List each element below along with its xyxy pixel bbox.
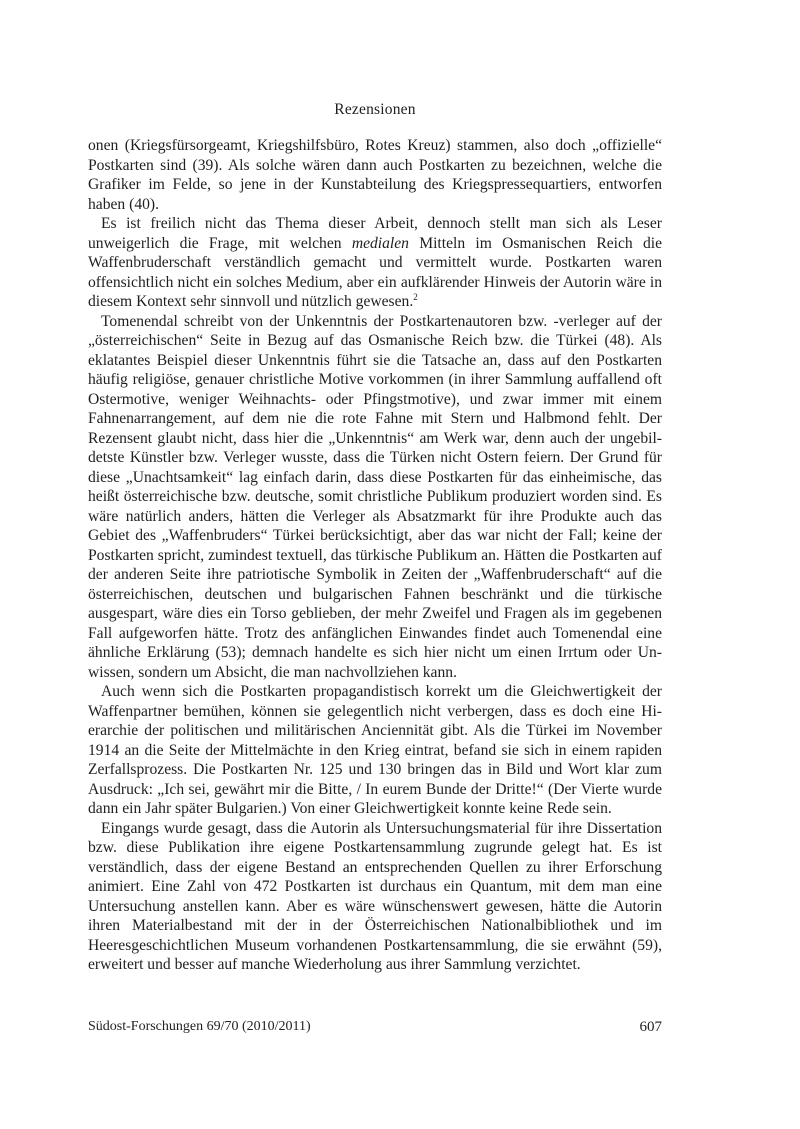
emphasis-medialen: medialen	[351, 234, 409, 252]
document-page	[88, 0, 662, 1129]
paragraph-text-after: Mitteln im Osmanischen Reich die Waffenbruderschaft verständlich gemacht und vermittelt wurde. Postkarten waren offensichtlich nicht ein solches Medium, aber ein aufklärender Hinweis der Autorin wäre in diesem Kontext sehr sinnvoll und nützlich gewesen.	[88, 234, 662, 310]
paragraph-medialen	[88, 214, 662, 312]
paragraph-text-before: Es ist freilich nicht das Thema dieser Arbeit, dennoch stellt man sich als Leser unweigerlich die Frage, mit welchen	[88, 215, 662, 252]
review-body	[88, 136, 662, 975]
paragraph-hierarchie: Auch wenn sich die Postkarten propagandistisch korrekt um die Gleichwertigkeit der Waffenpartner bemühen, können sie gelegentlich nicht verbergen, dass es doch eine Hierarchie der politischen und militärischen Anciennität gibt. Als die Türkei im November 1914 an die Seite der Mittelmächte in den Krieg eintrat, befand sie sich in einem rapiden Zerfallsprozess. Die Postkarten Nr. 125 und 130 bringen das in Bild und Wort klar zum Ausdruck: „Ich sei, gewährt mir die Bitte, / In eurem Bunde der Dritte!“ (Der Vierte wurde dann ein Jahr später Bulgarien.) Von einer Gleichwertigkeit konnte keine Rede sein.	[88, 683, 662, 817]
paragraph-continuation: onen (Kriegsfürsorgeamt, Kriegshilfsbüro, Rotes Kreuz) stammen, also doch „offizielle“ Postkarten sind (39). Als solche wären dann auch Postkarten zu bezeichnen, welche die Grafiker im Felde, so jene in der Kunstabteilung des Kriegspressequartiers, entworfen haben (40).	[88, 137, 662, 213]
journal-citation: Südost-Forschungen 69/70 (2010/2011)	[88, 1019, 311, 1034]
running-header: Rezensionen	[334, 101, 416, 118]
page-number: 607	[639, 1019, 662, 1035]
footnote-marker: 2	[413, 292, 418, 302]
paragraph-postkartensammlung: Eingangs wurde gesagt, dass die Autorin als Untersuchungsmaterial für ihre Dissertation bzw. diese Publikation ihre eigene Postkartensammlung zugrunde gelegt hat. Es ist verständlich, dass der eigene Bestand an entsprechenden Quellen zu ihrer Erforschung animiert. Eine Zahl von 472 Postkarten ist durchaus ein Quantum, mit dem man eine Untersuchung anstellen kann. Aber es wäre wünschenswert gewesen, hätte die Autorin ihren Materialbestand mit der in der Österreichischen Nationalbibliothek und im Heeresgeschichtlichen Museum vorhandenen Postkartensammlung, die sie erwähnt (59), erweitert und besser auf manche Wiederholung aus ihrer Sammlung verzichtet.	[88, 819, 662, 973]
paragraph-unkenntnis: Tomenendal schreibt von der Unkenntnis der Postkartenautoren bzw. -verleger auf der „österreichischen“ Seite in Bezug auf das Osmanische Reich bzw. die Türkei (48). Als eklatantes Beispiel dieser Unkenntnis führt sie die Tatsache an, dass auf den Postkarten häufig religiöse, genauer christliche Motive vorkommen (in ihrer Sammlung auffallend oft Ostermotive, weniger Weihnachts- oder Pfingstmotive), und zwar immer mit einem Fahnenarrangement, auf dem nie die rote Fahne mit Stern und Halbmond fehlt. Der Rezensent glaubt nicht, dass hier die „Unkenntnis“ am Werk war, denn auch der ungebildetste Künstler bzw. Verleger wusste, dass die Türken nicht Ostern feiern. Der Grund für diese „Unachtsamkeit“ lag einfach darin, dass diese Postkarten für das einheimische, das heißt österreichische bzw. deutsche, somit christliche Publikum produziert worden sind. Es wäre natürlich anders, hätten die Verleger als Absatzmarkt für ihre Produkte auch das Gebiet des „Waffenbruders“ Türkei berücksichtigt, aber das war nicht der Fall; keine der Postkarten spricht, zumindest textuell, das türkische Publikum an. Hätten die Postkarten auf der anderen Seite ihre patriotische Symbolik in Zeiten der „Waffenbruderschaft“ auf die österreichischen, deutschen und bulgarischen Fahnen beschränkt und die türkische ausgespart, wäre dies ein Torso geblieben, der mehr Zweifel und Fragen als im gegebenen Fall aufgeworfen hätte. Trotz des anfänglichen Einwandes findet auch Tomenendal eine ähnliche Erklärung (53); demnach handelte es sich hier nicht um einen Irrtum oder Unwissen, sondern um Absicht, die man nachvollziehen kann.	[88, 312, 662, 681]
